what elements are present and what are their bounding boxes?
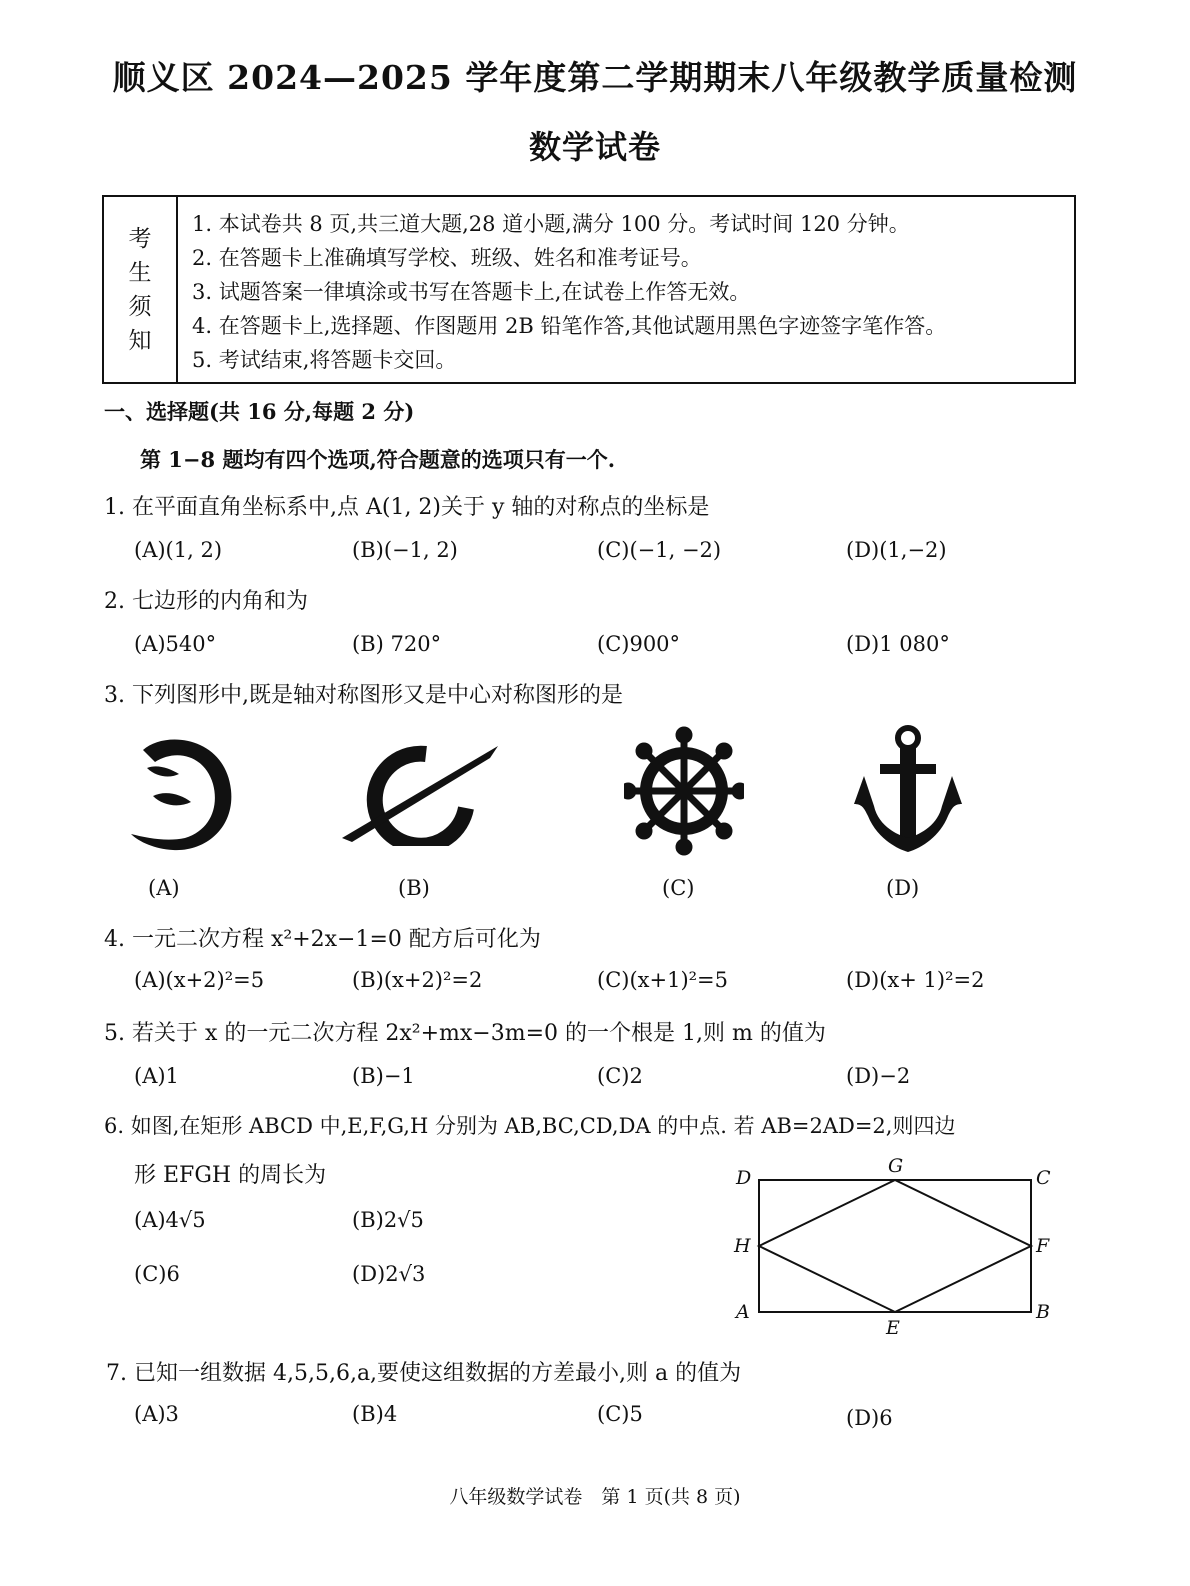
exam-title: 顺义区 2024—2025 学年度第二学期期末八年级教学质量检测 [112, 58, 1078, 97]
anchor-icon [848, 724, 968, 854]
notice-item: 3. 试题答案一律填涂或书写在答题卡上,在试卷上作答无效。 [192, 280, 751, 304]
vertex-label-b: B [1036, 1301, 1050, 1323]
page-footer: 八年级数学试卷 第 1 页(共 8 页) [449, 1486, 741, 1508]
question-3-stem: 3. 下列图形中,既是轴对称图形又是中心对称图形的是 [104, 683, 623, 708]
question-1-option-b: (B)(−1, 2) [352, 538, 458, 562]
exam-subtitle: 数学试卷 [528, 128, 661, 166]
vertex-label-c: C [1036, 1167, 1051, 1189]
vertex-label-f: F [1036, 1235, 1050, 1257]
question-5-stem: 5. 若关于 x 的一元二次方程 2x²+mx−3m=0 的一个根是 1,则 m 的值为 [104, 1021, 826, 1046]
notice-item: 4. 在答题卡上,选择题、作图题用 2B 铅笔作答,其他试题用黑色字迹签字笔作答。 [192, 314, 947, 338]
question-5-option-d: (D)−2 [846, 1064, 911, 1088]
question-4-option-a: (A)(x+2)²=5 [134, 968, 265, 992]
quadrilateral-efgh [759, 1180, 1031, 1312]
question-1-stem: 1. 在平面直角坐标系中,点 A(1, 2)关于 y 轴的对称点的坐标是 [104, 495, 710, 520]
notice-items [192, 207, 1066, 377]
vertex-label-g: G [888, 1155, 904, 1177]
figure-b-label: (B) [398, 876, 430, 900]
question-7-option-b: (B)4 [352, 1402, 398, 1426]
section-title: 一、选择题(共 16 分,每题 2 分) [104, 399, 415, 424]
question-4-stem: 4. 一元二次方程 x²+2x−1=0 配方后可化为 [104, 927, 541, 952]
notice-label-char: 生 [128, 259, 152, 286]
question-2-option-a: (A)540° [134, 632, 217, 656]
question-6-option-a: (A)4√5 [134, 1208, 206, 1232]
question-2-option-d: (D)1 080° [846, 632, 950, 656]
vertex-label-a: A [736, 1301, 750, 1323]
question-1-option-d: (D)(1,−2) [846, 538, 947, 562]
question-7-option-c: (C)5 [597, 1402, 643, 1426]
question-2-option-b: (B) 720° [352, 632, 442, 656]
vertex-label-h: H [734, 1235, 751, 1257]
question-7-stem: 7. 已知一组数据 4,5,5,6,a,要使这组数据的方差最小,则 a 的值为 [106, 1361, 742, 1386]
question-2-stem: 2. 七边形的内角和为 [104, 589, 308, 614]
question-7-option-a: (A)3 [134, 1402, 179, 1426]
notice-label-char: 考 [128, 225, 152, 252]
notice-item: 1. 本试卷共 8 页,共三道大题,28 道小题,满分 100 分。考试时间 120 分钟。 [192, 212, 910, 236]
rectangle-abcd [759, 1180, 1031, 1312]
question-6-stem-line1: 6. 如图,在矩形 ABCD 中,E,F,G,H 分别为 AB,BC,CD,DA 的中点. 若 AB=2AD=2,则四边 [104, 1114, 956, 1138]
question-6-stem-line2: 形 EFGH 的周长为 [134, 1163, 327, 1188]
figure-d-label: (D) [886, 876, 920, 900]
question-6-option-c: (C)6 [134, 1262, 180, 1286]
question-4-option-c: (C)(x+1)²=5 [597, 968, 729, 992]
question-5-option-c: (C)2 [597, 1064, 643, 1088]
slashed-circle-icon [338, 738, 504, 846]
notice-box [102, 195, 1076, 384]
question-4-option-b: (B)(x+2)²=2 [352, 968, 483, 992]
figure-a-label: (A) [148, 876, 180, 900]
notice-label-char: 须 [128, 293, 152, 320]
notice-item: 5. 考试结束,将答题卡交回。 [192, 348, 457, 372]
question-6-option-d: (D)2√3 [352, 1262, 426, 1286]
figure-c-label: (C) [662, 876, 695, 900]
question-4-option-d: (D)(x+ 1)²=2 [846, 968, 985, 992]
notice-item: 2. 在答题卡上准确填写学校、班级、姓名和准考证号。 [192, 246, 702, 270]
swirl-symbol-icon [125, 728, 245, 858]
question-5-option-b: (B)−1 [352, 1064, 415, 1088]
question-1-option-a: (A)(1, 2) [134, 538, 223, 562]
notice-label-char: 知 [128, 327, 152, 354]
notice-label [104, 197, 178, 382]
ship-wheel-icon [624, 726, 744, 856]
section-instruction: 第 1−8 题均有四个选项,符合题意的选项只有一个. [140, 447, 616, 472]
vertex-label-d: D [736, 1167, 752, 1189]
question-1-option-c: (C)(−1, −2) [597, 538, 722, 562]
question-5-option-a: (A)1 [134, 1064, 179, 1088]
rectangle-abcd-figure [726, 1152, 1066, 1342]
question-2-option-c: (C)900° [597, 632, 681, 656]
vertex-label-e: E [886, 1317, 900, 1339]
question-6-option-b: (B)2√5 [352, 1208, 424, 1232]
question-7-option-d: (D)6 [846, 1406, 893, 1430]
